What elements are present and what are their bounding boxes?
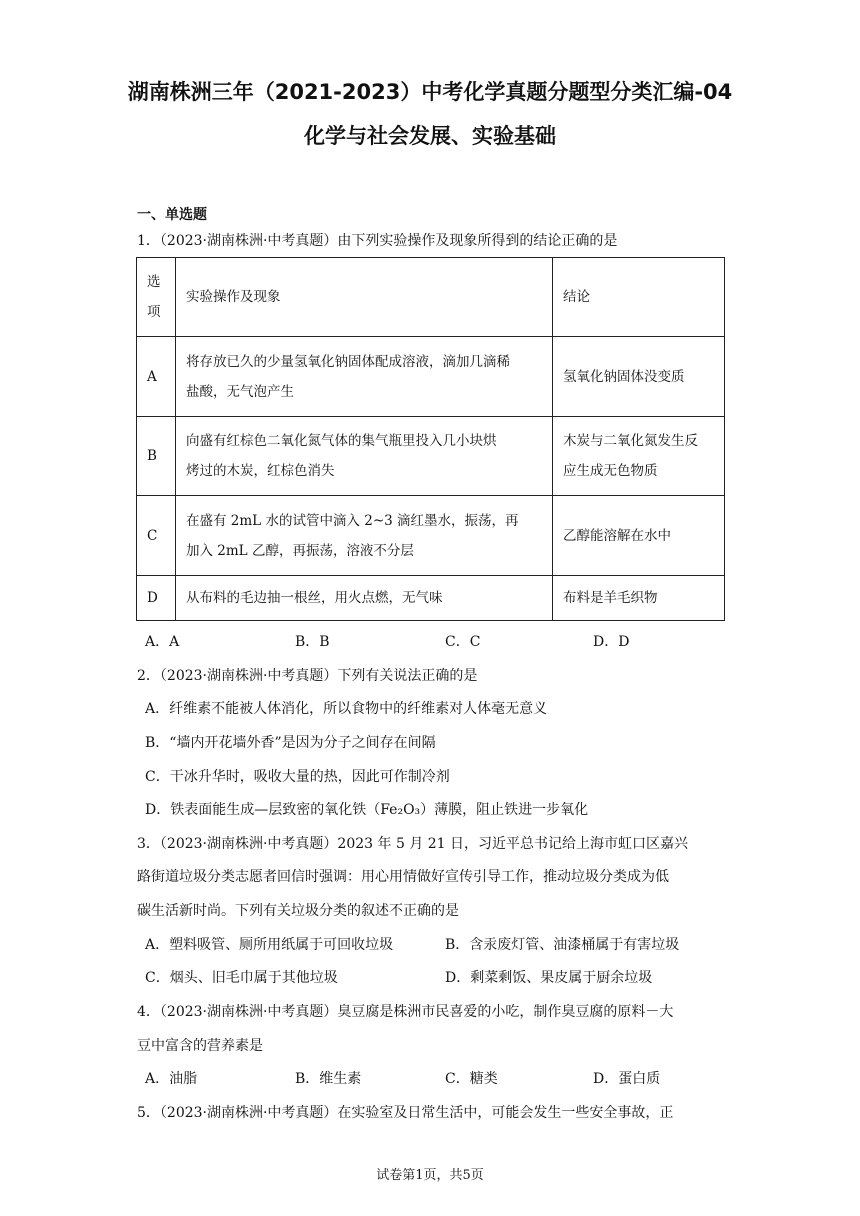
- table-row: [137, 496, 725, 576]
- row-operation: 将存放已久的少量氢氧化钠固体配成溶液，滴加几滴稀 盐酸，无气泡产生: [176, 337, 553, 417]
- q2-option-a: A．纤维素不能被人体消化，所以食物中的纤维素对人体毫无意义: [145, 701, 548, 717]
- q1-option-c: C．C: [445, 634, 481, 650]
- q1-option-d: D．D: [593, 634, 630, 650]
- row-option: C: [137, 496, 176, 576]
- q1-option-b: B．B: [295, 634, 330, 650]
- q2-option-b: B．“墙内开花墙外香”是因为分子之间存在间隔: [145, 735, 436, 751]
- q4-option-c: C．糖类: [445, 1071, 498, 1087]
- row-option: A: [137, 337, 176, 417]
- q3-option-b: B．含汞废灯管、油漆桶属于有害垃圾: [445, 937, 680, 953]
- row-operation: 向盛有红棕色二氧化氮气体的集气瓶里投入几小块烘 烤过的木炭，红棕色消失: [176, 417, 553, 496]
- section-heading: 一、单选题: [137, 207, 207, 223]
- q4-option-b: B．维生素: [295, 1071, 362, 1087]
- q3-option-c: C．烟头、旧毛巾属于其他垃圾: [145, 970, 338, 986]
- q1-table: [136, 257, 725, 621]
- row-operation: 从布料的毛边抽一根丝，用火点燃，无气味: [176, 576, 553, 621]
- q3-option-a: A．塑料吸管、厕所用纸属于可回收垃圾: [145, 937, 394, 953]
- table-row: [137, 576, 725, 621]
- q5-stem: 5．（2023·湖南株洲·中考真题）在实验室及日常生活中，可能会发生一些安全事故，正: [137, 1105, 674, 1121]
- q3-stem-line-2: 路街道垃圾分类志愿者回信时强调：用心用情做好宣传引导工作，推动垃圾分类成为低: [137, 869, 669, 885]
- q4-option-d: D．蛋白质: [593, 1071, 661, 1087]
- table-row: [137, 337, 725, 417]
- page-footer: 试卷第1页，共5页: [376, 1168, 484, 1183]
- q2-option-d: D．铁表面能生成—层致密的氧化铁（Fe₂O₃）薄膜，阻止铁进一步氧化: [145, 802, 589, 818]
- document-title-line-2: 化学与社会发展、实验基础: [304, 124, 556, 148]
- q3-option-d: D．剩菜剩饭、果皮属于厨余垃圾: [445, 970, 653, 986]
- header-option: 选 项: [137, 258, 176, 337]
- row-conclusion: 布料是羊毛织物: [553, 576, 725, 621]
- document-title-line-1: 湖南株洲三年（2021-2023）中考化学真题分题型分类汇编-04: [127, 80, 733, 104]
- q3-stem-line-1: 3．（2023·湖南株洲·中考真题）2023 年 5 月 21 日，习近平总书记给上海市虹口区嘉兴: [137, 836, 689, 852]
- table-header-row: [137, 258, 725, 337]
- row-conclusion: 木炭与二氧化氮发生反 应生成无色物质: [553, 417, 725, 496]
- table-row: [137, 417, 725, 496]
- q2-option-c: C．干冰升华时，吸收大量的热，因此可作制冷剂: [145, 769, 450, 785]
- q2-stem: 2．（2023·湖南株洲·中考真题）下列有关说法正确的是: [137, 668, 478, 684]
- header-conclusion: 结论: [553, 258, 725, 337]
- row-option: D: [137, 576, 176, 621]
- q4-stem-line-1: 4．（2023·湖南株洲·中考真题）臭豆腐是株洲市民喜爱的小吃，制作臭豆腐的原料－大: [137, 1004, 674, 1020]
- q4-option-a: A．油脂: [145, 1071, 198, 1087]
- q1-stem: 1．（2023·湖南株洲·中考真题）由下列实验操作及现象所得到的结论正确的是: [137, 233, 618, 249]
- row-operation: 在盛有 2mL 水的试管中滴入 2~3 滴红墨水，振荡，再 加入 2mL 乙醇，再振荡，溶液不分层: [176, 496, 553, 576]
- q4-stem-line-2: 豆中富含的营养素是: [137, 1038, 263, 1054]
- q3-stem-line-3: 碳生活新时尚。下列有关垃圾分类的叙述不正确的是: [137, 903, 459, 919]
- q1-option-a: A．A: [145, 634, 180, 650]
- row-conclusion: 氢氧化钠固体没变质: [553, 337, 725, 417]
- header-operation: 实验操作及现象: [176, 258, 553, 337]
- row-option: B: [137, 417, 176, 496]
- row-conclusion: 乙醇能溶解在水中: [553, 496, 725, 576]
